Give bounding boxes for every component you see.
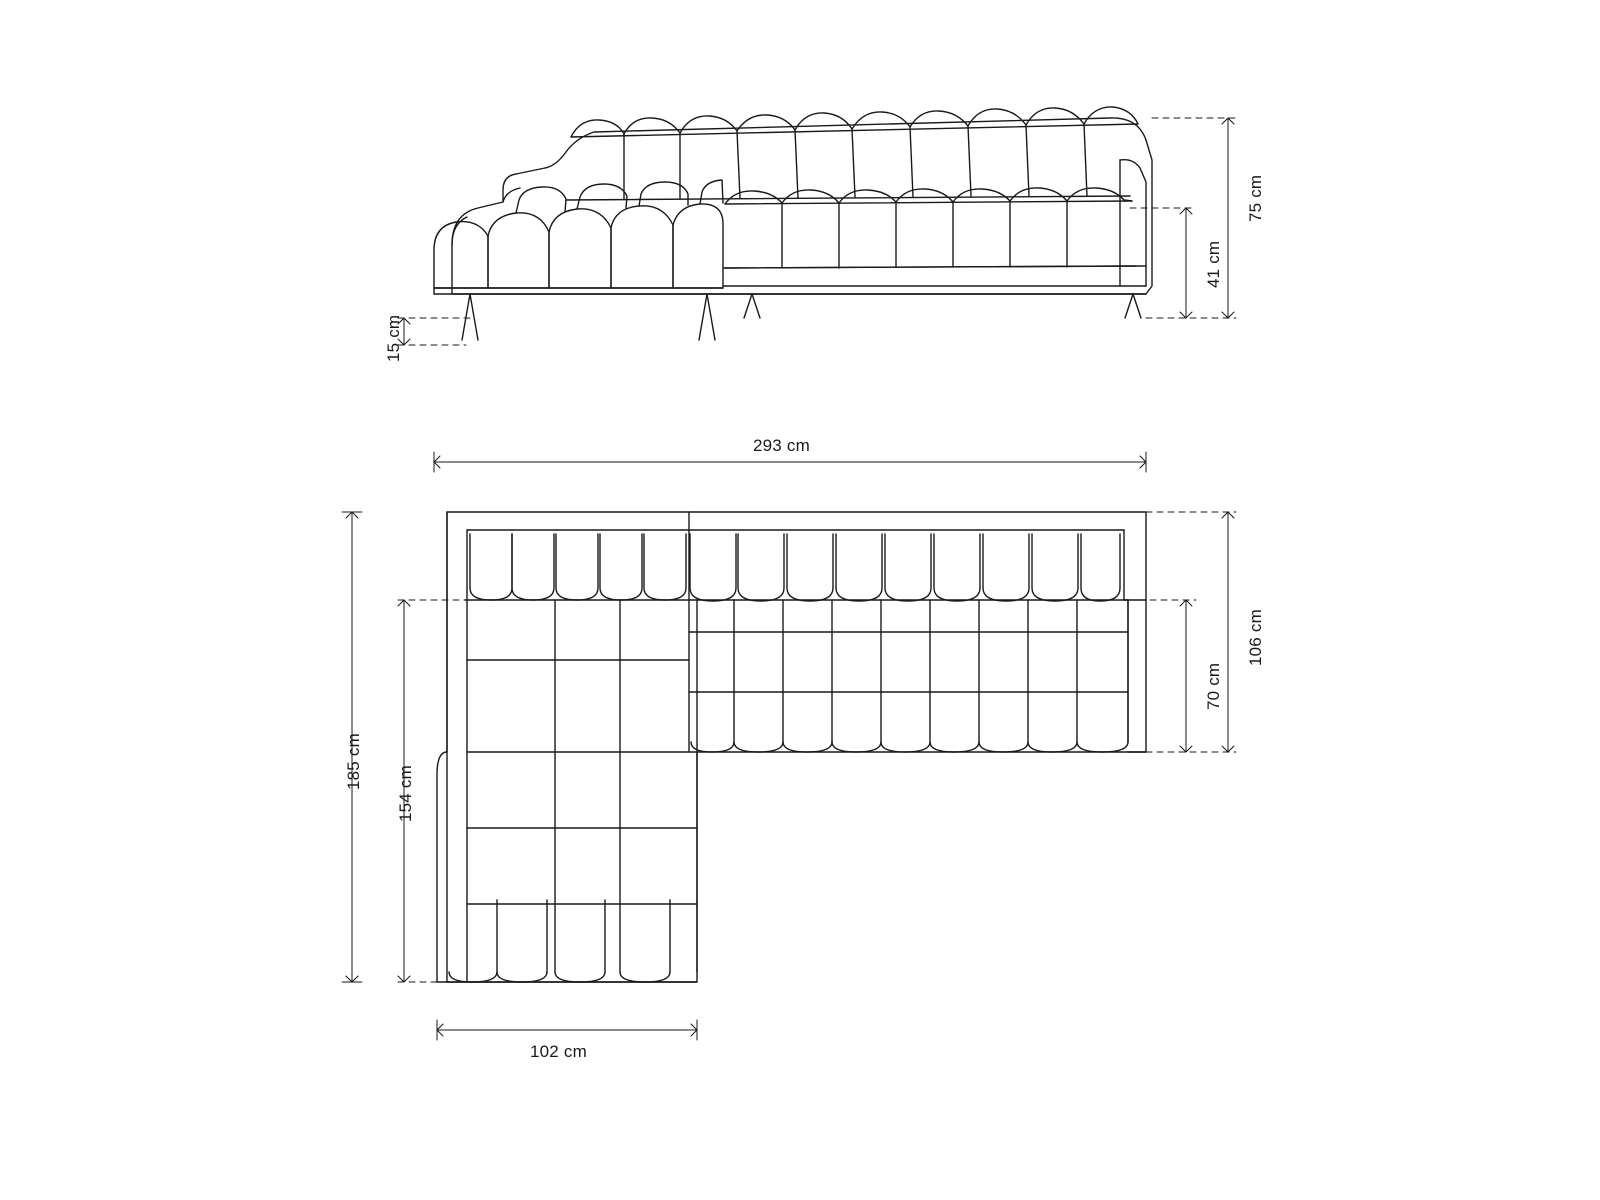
dimension-label-leg-height: 15 cm bbox=[384, 314, 403, 362]
dimension-label-total-width: 293 cm bbox=[753, 436, 810, 455]
top-plan-sofa bbox=[437, 512, 1146, 982]
dimension-label-seat-depth: 70 cm bbox=[1204, 662, 1223, 710]
dimension-label-chaise-width: 102 cm bbox=[530, 1042, 587, 1061]
dimension-label-chaise-depth: 154 cm bbox=[396, 765, 415, 822]
dimension-label-total-depth: 185 cm bbox=[344, 733, 363, 790]
dimension-label-sofa-depth: 106 cm bbox=[1246, 609, 1265, 666]
dimension-label-backrest-height: 75 cm bbox=[1246, 174, 1265, 222]
plan-dimensions bbox=[342, 512, 1236, 1040]
elevation-dimensions bbox=[398, 118, 1236, 345]
dimension-label-seat-height: 41 cm bbox=[1204, 240, 1223, 288]
front-elevation-sofa bbox=[434, 107, 1152, 340]
